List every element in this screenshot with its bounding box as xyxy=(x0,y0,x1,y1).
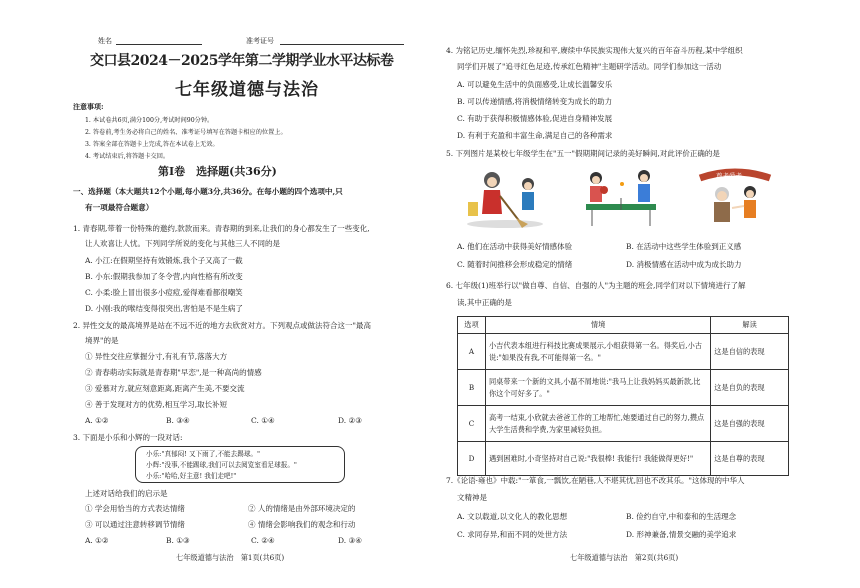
q3-item: ③ 可以通过注意转移调节情绪 xyxy=(85,520,185,529)
q4-option-c: C. 有助于获得积极情感体验,促进自身精神发展 xyxy=(457,114,613,123)
q7-option-b: B. 俭约自守,中和泰和的生活理念 xyxy=(626,512,737,521)
question-2-stem: 2. 异性交友的最高境界是站在不远不近的地方去欣赏对方。下列观点或做法符合这一"最高 xyxy=(73,321,371,330)
name-blank xyxy=(116,44,202,45)
q7-option-c: C. 求同存异,和而不同的处世方法 xyxy=(457,530,568,539)
q7-option-d: D. 形神兼备,情景交融的美学追求 xyxy=(626,530,737,539)
q2-item: ① 异性交往应掌握分寸,有礼有节,落落大方 xyxy=(85,352,228,361)
q3-choice-a: A. ①② xyxy=(85,536,109,545)
table-cell-interpretation: 这是自信的表现 xyxy=(711,334,789,370)
q5-option-c: C. 随着时间推移会形成稳定的情绪 xyxy=(457,260,573,269)
table-cell-situation: 高考一结束,小欣就去爸爸工作的工地帮忙,她要通过自己的努力,攒点大学生活费和学费,为家里减轻负担。 xyxy=(485,406,710,442)
question-1-stem: 让人欢喜让人忧。下列同学所说的变化与其他三人不同的是 xyxy=(85,239,280,248)
dialog-line: 小乐:"哈哈,好主意! 我们走吧!" xyxy=(146,472,237,480)
note-item: 1. 本试卷共6页,满分100分,考试时间90分钟。 xyxy=(85,117,214,124)
notes-title: 注意事项: xyxy=(73,102,104,111)
q2-item: ③ 爱慕对方,就应刻意距离,距离产生美,不要交流 xyxy=(85,384,245,393)
table-row xyxy=(458,370,789,406)
table-header: 情境 xyxy=(485,317,710,334)
q1-option-a: A. 小江:在假期坚持有效锻炼,我个子又高了一截 xyxy=(85,256,243,265)
dialog-line: 小乐:"真郁闷! 又下雨了,不能去踢球。" xyxy=(146,450,261,458)
q3-item: ② 人的情绪是由外部环境决定的 xyxy=(248,504,356,513)
q1-option-c: C. 小柔:脸上冒出很多小痘痘,爱得难看都很嘲笑 xyxy=(85,288,243,297)
question-3-stem: 3. 下面是小乐和小辉的一段对话: xyxy=(73,433,183,442)
table-cell-interpretation: 这是自负的表现 xyxy=(711,370,789,406)
table-cell-situation: 同桌带来一个新的文具,小磊不屑地说:"我马上让我妈妈买最新款,比你这个可好多了。" xyxy=(485,370,710,406)
q3-choice-d: D. ③④ xyxy=(338,536,362,545)
picture-sweeping xyxy=(462,166,548,230)
q3-item: ① 学会用恰当的方式表达情绪 xyxy=(85,504,185,513)
table-row xyxy=(458,442,789,476)
exam-number-blank xyxy=(280,44,404,45)
q3-choice-b: B. ①③ xyxy=(166,536,190,545)
page-footer-right: 七年级道德与法治 第2页(共6页) xyxy=(570,553,679,562)
note-item: 2. 答卷前,考生务必将自己的姓名、准考证号填写在答题卡相应的位置上。 xyxy=(85,129,287,136)
q2-choice-a: A. ①② xyxy=(85,416,109,425)
note-item: 4. 考试结束后,将答题卡交回。 xyxy=(85,153,170,160)
table-cell-option: C xyxy=(458,406,486,442)
q2-choice-b: B. ③④ xyxy=(166,416,190,425)
table-cell-option: D xyxy=(458,442,486,476)
dialog-line: 小辉:"没事,不能踢球,我们可以去阅览室看足球报。" xyxy=(146,461,297,469)
section-title: 第Ⅰ卷 选择题(共36分) xyxy=(158,165,277,178)
exam-number-label: 准考证号 xyxy=(246,37,274,45)
picture-table-tennis xyxy=(578,164,664,230)
section-instruction: 有一项最符合题意） xyxy=(85,203,154,212)
table-header: 解读 xyxy=(711,317,789,334)
q4-option-a: A. 可以避免生活中的负面感受,让成长温馨安乐 xyxy=(457,80,613,89)
table-header: 选项 xyxy=(458,317,486,334)
note-item: 3. 答案全部在答题卡上完成,答在本试卷上无效。 xyxy=(85,141,219,148)
q4-option-d: D. 有利于充盈和丰富生命,满足自己的各种需求 xyxy=(457,131,613,140)
question-1-stem: 1. 青春期,带着一份特殊的邀约,款款而来。青春期的到来,让我们的身心都发生了一些变化, xyxy=(73,224,370,233)
q3-choice-c: C. ②④ xyxy=(251,536,275,545)
question-4-stem: 4. 为铭记历史,缅怀先烈,珍视和平,赓续中华民族实现伟大复兴的百年奋斗历程,某中学组织 xyxy=(446,46,743,55)
q5-option-a: A. 他们在活动中获得美好情感体验 xyxy=(457,242,573,251)
q2-item: ④ 善于发现对方的优势,相互学习,取长补短 xyxy=(85,400,228,409)
q1-option-b: B. 小东:假期我参加了冬令营,内向性格有所改变 xyxy=(85,272,243,281)
table-row xyxy=(458,334,789,370)
question-4-stem: 同学们开展了"追寻红色足迹,传承红色精神"主题研学活动。同学们参加这一活动 xyxy=(457,62,722,71)
table-cell-option: B xyxy=(458,370,486,406)
question-7-stem: 7.《论语·雍也》中载:"一箪食,一瓢饮,在陋巷,人不堪其忧,回也不改其乐。"这体现的中华人 xyxy=(446,476,745,485)
question-5-stem: 5. 下列图片是某校七年级学生在"五一"假期期间记录的美好瞬间,对此评价正确的是 xyxy=(446,149,720,158)
q4-option-b: B. 可以传递情感,将消极情绪转变为成长的助力 xyxy=(457,97,613,106)
table-cell-option: A xyxy=(458,334,486,370)
question-2-stem: 境界"的是 xyxy=(85,336,119,345)
section-instruction: 一、选择题（本大题共12个小题,每小题3分,共36分。在每小题的四个选项中,只 xyxy=(73,187,343,196)
question-7-stem: 文精神是 xyxy=(457,493,487,502)
question-3-prompt: 上述对话给我们的启示是 xyxy=(85,489,168,498)
table-cell-situation: 小吉代表本组进行科技比赛成果展示,小组获得第一名。得奖后,小古说:"如果没有我,不可能得第一名。" xyxy=(485,334,710,370)
q5-option-b: B. 在活动中这些学生体验到正义感 xyxy=(626,242,742,251)
picture-respect-elderly xyxy=(692,164,778,230)
table-cell-interpretation: 这是自尊的表现 xyxy=(711,442,789,476)
exam-title: 交口县2024－2025学年第二学期学业水平达标卷 xyxy=(90,53,394,69)
q3-item: ④ 情绪会影响我们的观念和行动 xyxy=(248,520,356,529)
table-cell-interpretation: 这是自强的表现 xyxy=(711,406,789,442)
q2-item: ② 青春萌动实际就是青春期"早恋",是一种高尚的情感 xyxy=(85,368,262,377)
table-header-row xyxy=(458,317,789,334)
question-6-stem: 6. 七年级(1)班举行以"做自尊、自信、自强的人"为主题的班会,同学们对以下情境进行了解 xyxy=(446,281,746,290)
q2-choice-c: C. ①④ xyxy=(251,416,275,425)
q7-option-a: A. 文以载道,以文化人的教化思想 xyxy=(457,512,568,521)
q5-option-d: D. 消极情感在活动中成为成长助力 xyxy=(626,260,742,269)
q2-choice-d: D. ②③ xyxy=(338,416,362,425)
name-label: 姓名 xyxy=(98,37,112,45)
q1-option-d: D. 小刚:我的喉结变得很突出,害怕是不是生病了 xyxy=(85,304,243,313)
page-footer-left: 七年级道德与法治 第1页(共6页) xyxy=(176,553,285,562)
subject-title: 七年级道德与法治 xyxy=(175,80,319,100)
table-cell-situation: 遇到困难时,小奇坚持对自己说:"我很棒! 我能行! 我能做得更好!" xyxy=(485,442,710,476)
situation-table xyxy=(457,316,789,476)
question-6-stem: 读,其中正确的是 xyxy=(457,298,512,307)
table-row xyxy=(458,406,789,442)
picture-banner-text: 尊老爱老 xyxy=(716,172,742,180)
